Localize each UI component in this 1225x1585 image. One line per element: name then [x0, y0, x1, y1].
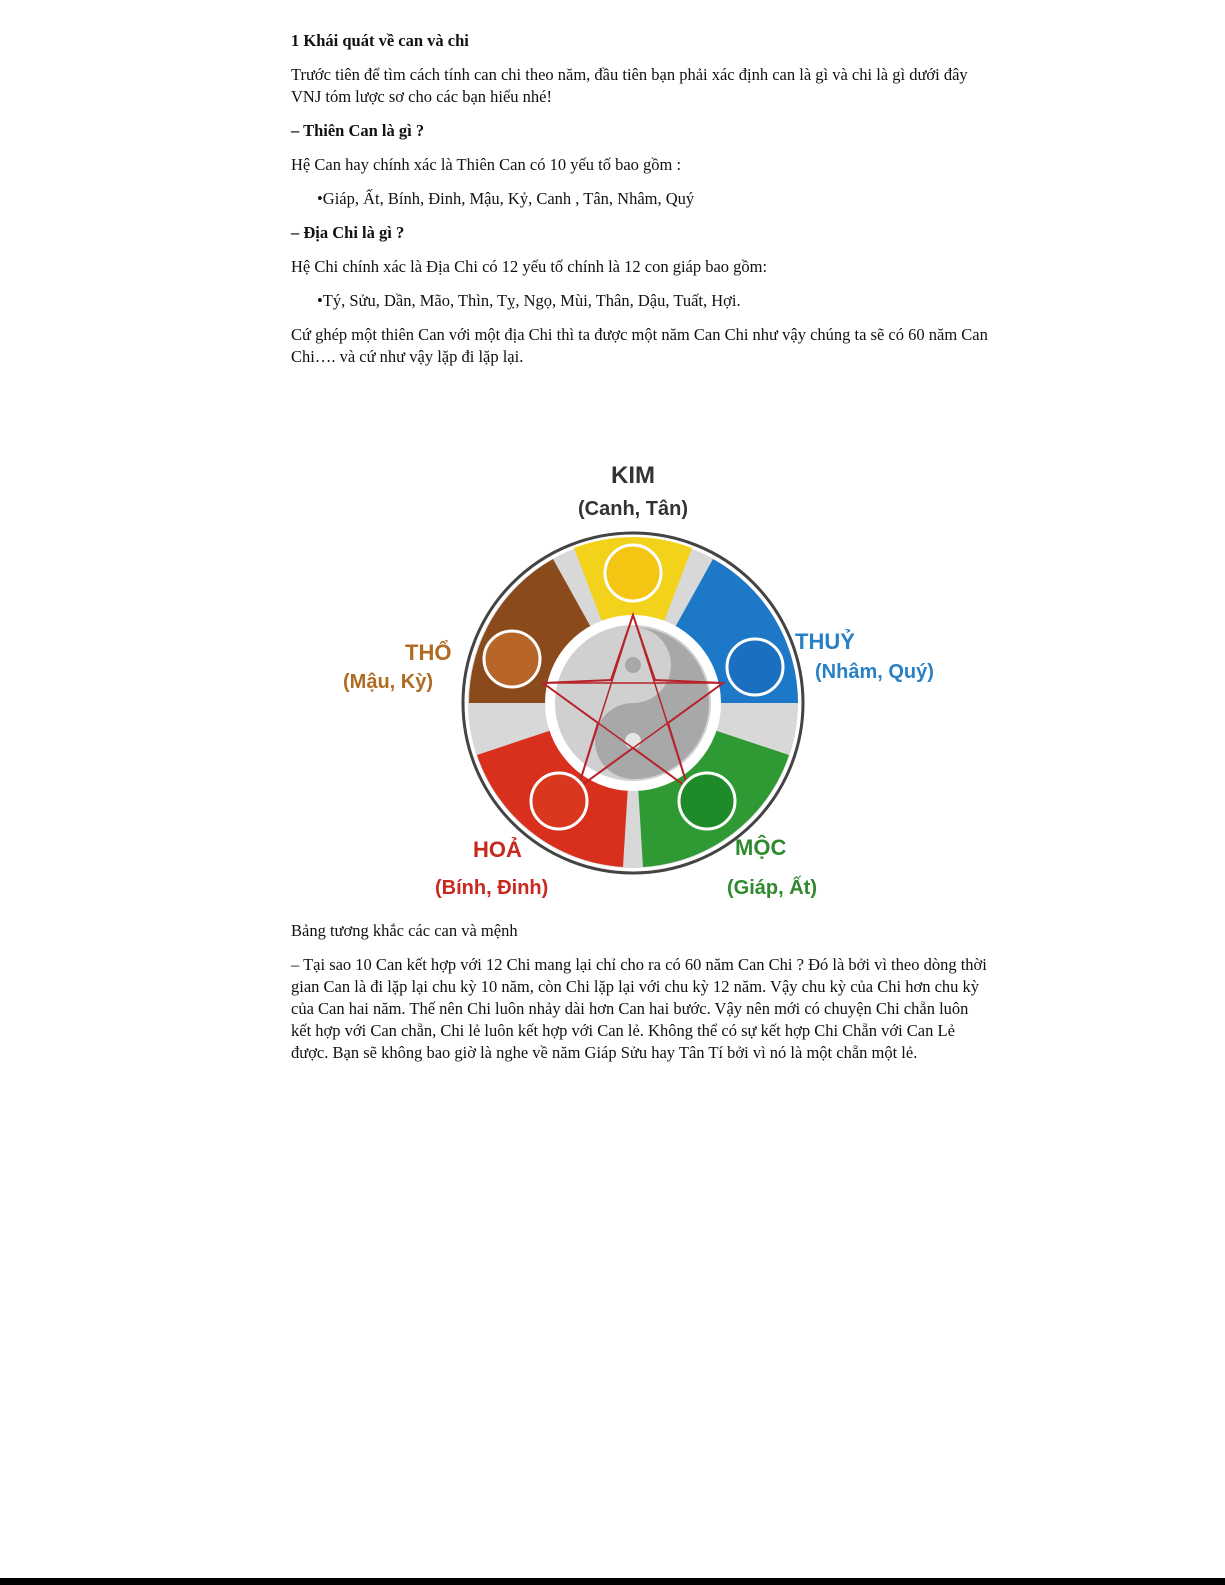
tho-title: THỔ — [405, 640, 452, 665]
dia-chi-list: •Tý, Sửu, Dần, Mão, Thìn, Tỵ, Ngọ, Mùi, Thân, Dậu, Tuất, Hợi. — [317, 291, 741, 310]
kim-subtitle: (Canh, Tân) — [578, 498, 688, 520]
dia-chi-heading: – Địa Chi là gì ? — [291, 223, 405, 242]
thien-can-text: Hệ Can hay chính xác là Thiên Can có 10 yếu tố bao gồm : — [291, 155, 682, 174]
hoa-emblem — [531, 773, 587, 829]
yin-dot — [625, 657, 641, 673]
kim-emblem — [605, 545, 661, 601]
tho-subtitle: (Mậu, Kỳ) — [343, 671, 433, 693]
figure-caption: Bảng tương khắc các can và mệnh — [291, 921, 518, 940]
lower-text — [291, 920, 991, 1076]
thuy-emblem — [727, 639, 783, 695]
hoa-title: HOẢ — [473, 837, 522, 862]
thuy-subtitle: (Nhâm, Quý) — [815, 661, 934, 683]
thien-can-list: •Giáp, Ất, Bính, Đinh, Mậu, Kỷ, Canh , Tân, Nhâm, Quý — [317, 189, 695, 208]
dia-chi-text: Hệ Chi chính xác là Địa Chi có 12 yếu tố chính là 12 con giáp bao gồm: — [291, 257, 768, 276]
intro-paragraph: Trước tiên để tìm cách tính can chi theo năm, đầu tiên bạn phải xác định can là gì và chi là gì dưới đây VNJ tóm lược sơ cho các bạn hiểu nhé! — [291, 65, 968, 106]
five-elements-diagram — [335, 455, 955, 905]
section-title: 1 Khái quát về can và chi — [291, 31, 469, 50]
document-body — [291, 30, 991, 380]
combine-paragraph: Cứ ghép một thiên Can với một địa Chi thì ta được một năm Can Chi như vậy chúng ta sẽ có 60 năm Can Chi…. và cứ như vậy lặp đi lặp lại. — [291, 325, 988, 366]
tho-emblem — [484, 631, 540, 687]
moc-emblem — [679, 773, 735, 829]
thuy-title: THUỶ — [795, 629, 855, 654]
page-bottom-border — [0, 1578, 1225, 1585]
thien-can-heading: – Thiên Can là gì ? — [291, 121, 425, 140]
kim-title: KIM — [611, 462, 655, 489]
moc-subtitle: (Giáp, Ất) — [727, 877, 817, 899]
hoa-subtitle: (Bính, Đinh) — [435, 877, 549, 899]
explanation-paragraph: – Tại sao 10 Can kết hợp với 12 Chi mang lại chỉ cho ra có 60 năm Can Chi ? Đó là bởi vì theo dòng thời gian Can là đi lặp lại chu kỳ 10 năm, còn Chi lặp lại với chu kỳ 12 năm. Vậy chu kỳ của Chi hơn chu kỳ của Can hai năm. Thế nên Chi luôn nhảy dài hơn Can hai bước. Vậy nên mới có chuyện Chi chẵn luôn kết hợp với Can chẵn, Chi lẻ luôn kết hợp với Can lẻ. Không thể có sự kết hợp Chi Chẵn với Can Lẻ được. Bạn sẽ không bao giờ là nghe về năm Giáp Sửu hay Tân Tí bởi vì nó là một chẵn một lẻ. — [291, 955, 987, 1062]
yang-dot — [625, 733, 641, 749]
moc-title: MỘC — [735, 835, 787, 860]
